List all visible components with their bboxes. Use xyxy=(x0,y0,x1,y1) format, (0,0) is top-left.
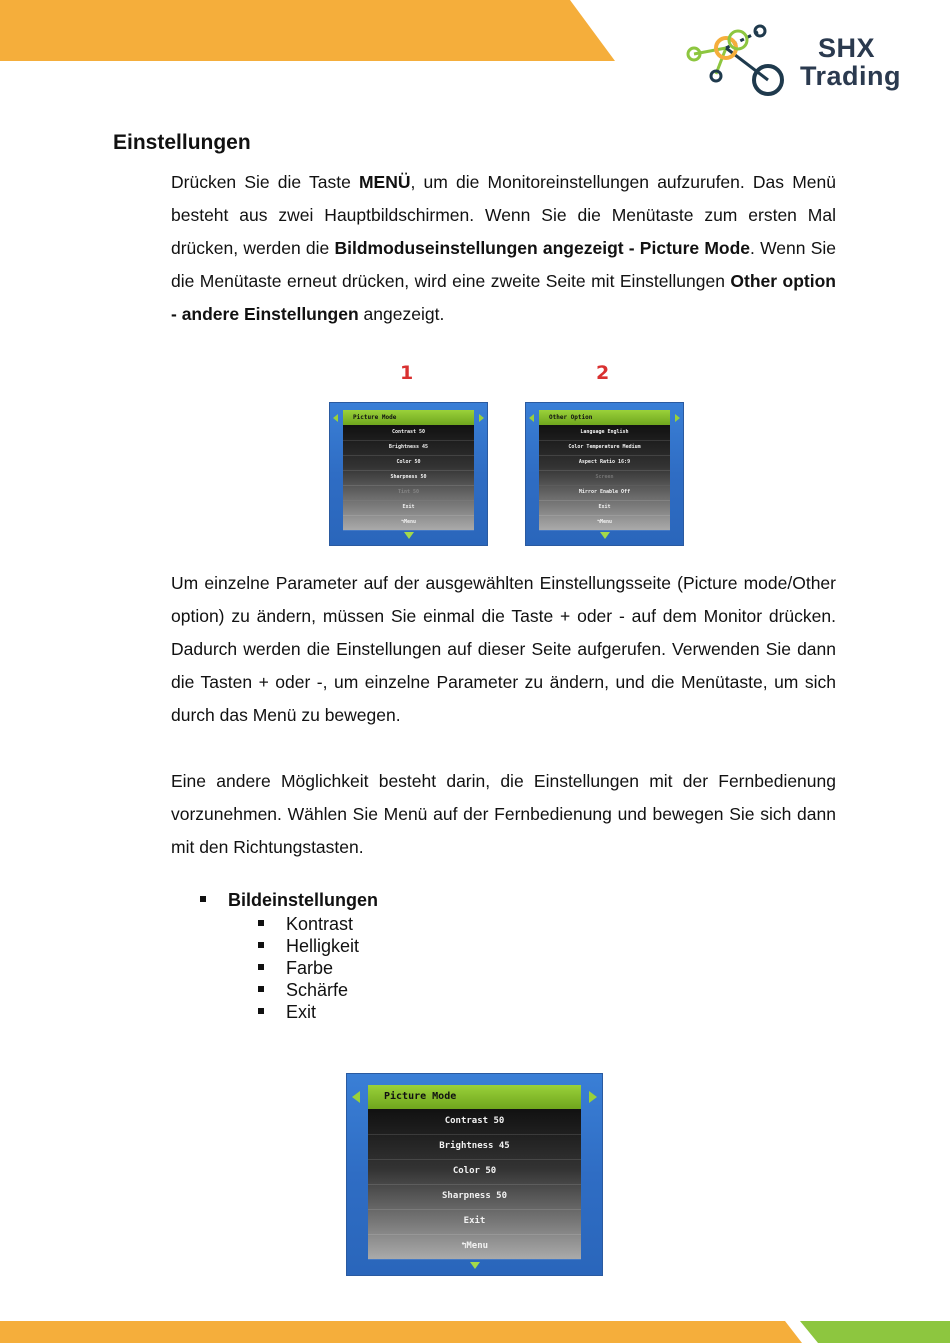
osd-down-arrow-icon xyxy=(470,1262,480,1269)
osd-left-arrow-icon xyxy=(333,414,338,422)
osd-menu-item: Aspect Ratio 16:9 xyxy=(539,455,670,471)
osd-screenshot-picture-mode xyxy=(329,402,488,546)
bullet-square-icon xyxy=(258,1008,264,1014)
bullet-square-icon xyxy=(258,964,264,970)
return-arrow-icon: ↰ xyxy=(460,1241,467,1251)
bullet-square-icon xyxy=(258,942,264,948)
intro-bold-text: Other option - andere Einstellungen xyxy=(171,271,836,324)
intro-paragraph xyxy=(171,166,836,331)
intro-bold-text: Bildmoduseinstellungen angezeigt - Picture Mode xyxy=(334,238,751,258)
osd-menu-item: Language English xyxy=(539,425,670,441)
sub-list-label: Farbe xyxy=(286,958,334,978)
osd-menu-item: Brightness 45 xyxy=(368,1134,581,1160)
section-title: Einstellungen xyxy=(113,131,251,154)
list-heading-item xyxy=(200,889,378,911)
intro-text: Drücken Sie die Taste xyxy=(171,172,359,192)
intro-text: , um die Monitoreinstellungen aufzurufen. Das Menü besteht aus zwei Hauptbildschirmen. Wenn Sie die Menütaste zum ersten Mal drücken, werden die xyxy=(171,172,836,258)
sub-bullet-list xyxy=(258,913,359,1023)
bullet-list xyxy=(200,889,378,911)
osd-down-arrow-icon xyxy=(600,532,610,539)
osd-down-arrow-icon xyxy=(404,532,414,539)
bottom-band xyxy=(0,1321,950,1343)
osd-header: Other Option xyxy=(539,410,670,425)
osd-menu-item: Color 50 xyxy=(343,455,474,471)
osd-menu-panel xyxy=(368,1109,581,1259)
osd-menu-item: Color Temperature Medium xyxy=(539,440,670,456)
sub-list-label: Exit xyxy=(286,1002,317,1022)
intro-text: . Wenn Sie die Menütaste erneut drücken, wird eine zweite Seite mit Einstellungen xyxy=(171,238,836,291)
osd-left-arrow-icon xyxy=(352,1091,360,1103)
bullet-square-icon xyxy=(200,896,206,902)
sub-list-item xyxy=(258,979,359,1001)
osd-menu-panel xyxy=(539,425,670,530)
osd-left-arrow-icon xyxy=(529,414,534,422)
osd-menu-item: Contrast 50 xyxy=(368,1109,581,1135)
osd-menu-item: Tint 50 xyxy=(343,485,474,501)
screen-number-1: 1 xyxy=(400,362,414,384)
osd-screenshot-other-option xyxy=(525,402,684,546)
osd-header: Picture Mode xyxy=(368,1085,581,1109)
osd-menu-footer xyxy=(343,515,474,531)
osd-footer-label: Menu xyxy=(403,519,417,525)
osd-menu-item: Contrast 50 xyxy=(343,425,474,441)
intro-text: angezeigt. xyxy=(358,304,445,324)
osd-footer-label: Menu xyxy=(466,1241,489,1251)
osd-menu-footer xyxy=(539,515,670,531)
sub-list-label: Helligkeit xyxy=(286,936,360,956)
return-arrow-icon: ↰ xyxy=(400,519,404,525)
osd-menu-item: Brightness 45 xyxy=(343,440,474,456)
osd-header: Picture Mode xyxy=(343,410,474,425)
osd-footer-label: Menu xyxy=(599,519,613,525)
return-arrow-icon: ↰ xyxy=(596,519,600,525)
osd-menu-item: Screen xyxy=(539,470,670,486)
osd-screenshot-picture-mode-large xyxy=(346,1073,603,1276)
bullet-square-icon xyxy=(258,986,264,992)
osd-right-arrow-icon xyxy=(479,414,484,422)
paragraph-remote: Eine andere Möglichkeit besteht darin, die Einstellungen mit der Fernbedienung vorzunehmen. Wählen Sie Menü auf der Fernbedienung und bewegen Sie sich dann mit den Richtungstasten. xyxy=(171,771,836,857)
osd-menu-item: Exit xyxy=(368,1209,581,1235)
sub-list-label: Kontrast xyxy=(286,914,354,934)
brand-name: SHX Trading xyxy=(800,33,902,91)
list-heading: Bildeinstellungen xyxy=(228,890,379,910)
osd-menu-item: Sharpness 50 xyxy=(368,1184,581,1210)
osd-menu-panel xyxy=(343,425,474,530)
bullet-square-icon xyxy=(258,920,264,926)
osd-right-arrow-icon xyxy=(675,414,680,422)
osd-right-arrow-icon xyxy=(589,1091,597,1103)
sub-list-item xyxy=(258,957,359,979)
paragraph-parameters: Um einzelne Parameter auf der ausgewählten Einstellungsseite (Picture mode/Other option) zu ändern, müssen Sie einmal die Taste + oder - auf dem Monitor drücken. Dadurch werden die Einstellungen auf dieser Seite aufgerufen. Verwenden Sie dann die Tasten + oder -, um einzelne Parameter zu ändern, und die Menütaste, um sich durch das Menü zu bewegen. xyxy=(171,573,836,725)
osd-menu-item: Mirror Enable Off xyxy=(539,485,670,501)
sub-list-item xyxy=(258,1001,359,1023)
osd-menu-item: Sharpness 50 xyxy=(343,470,474,486)
osd-menu-item: Exit xyxy=(343,500,474,516)
screen-number-2: 2 xyxy=(596,362,610,384)
sub-list-item xyxy=(258,913,359,935)
osd-menu-item: Color 50 xyxy=(368,1159,581,1185)
sub-list-label: Schärfe xyxy=(286,980,349,1000)
sub-list-item xyxy=(258,935,359,957)
osd-menu-item: Exit xyxy=(539,500,670,516)
intro-bold-text: MENÜ xyxy=(358,172,411,192)
osd-menu-footer xyxy=(368,1234,581,1260)
top-orange-band xyxy=(0,0,615,61)
